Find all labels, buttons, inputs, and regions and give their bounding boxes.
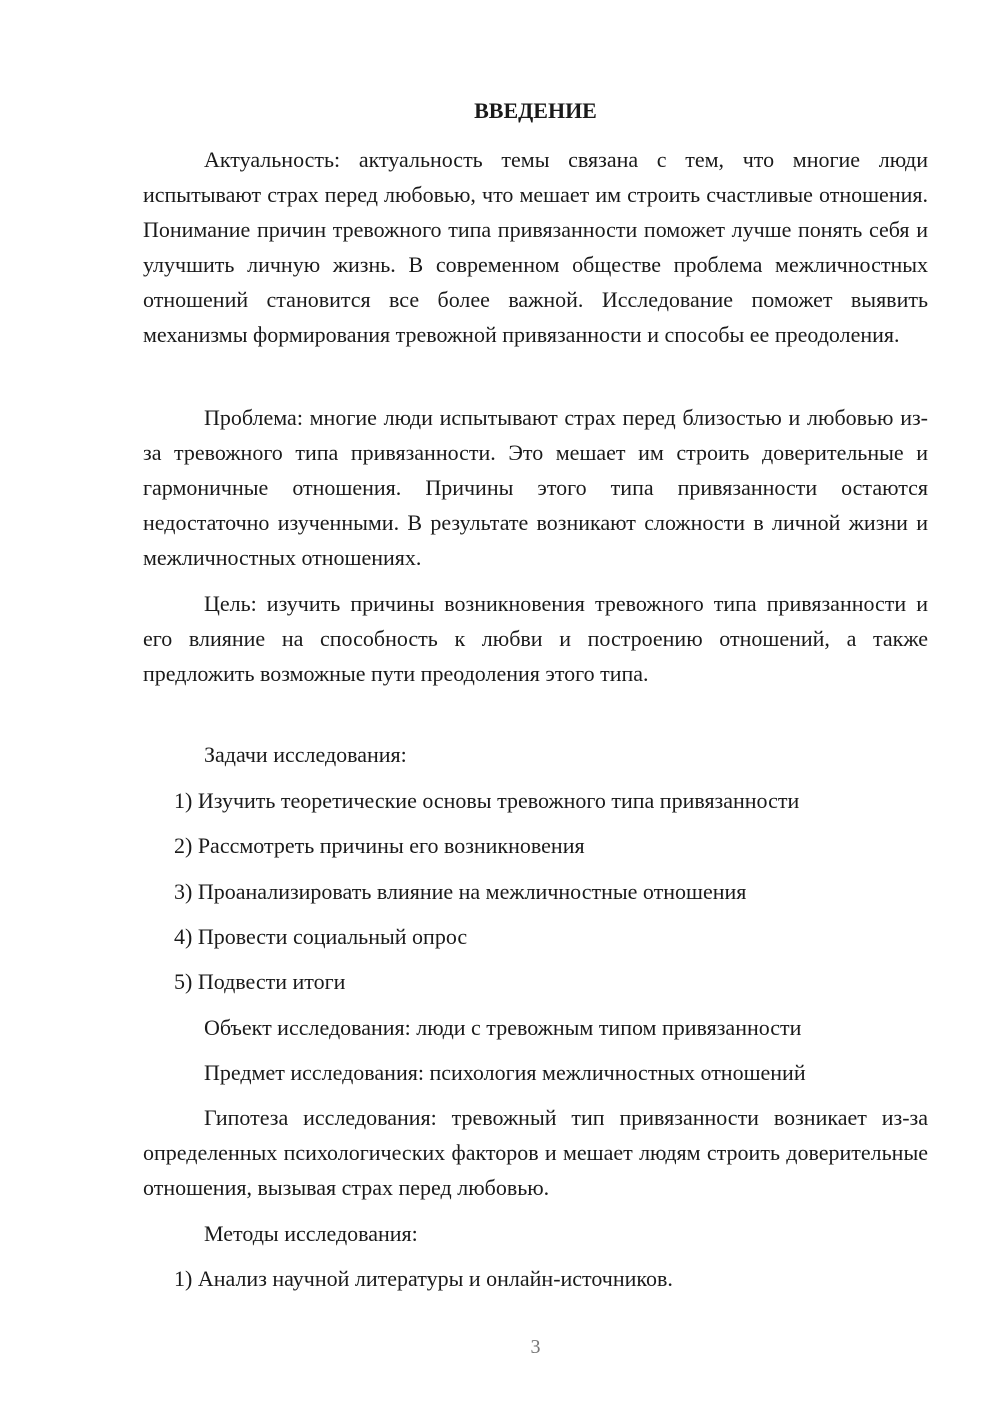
tasks-title: Задачи исследования: — [204, 742, 407, 767]
task-item: 5) Подвести итоги — [174, 969, 346, 994]
task-item: 4) Провести социальный опрос — [174, 924, 468, 949]
subject-line: Предмет исследования: психология межличностных отношений — [204, 1060, 806, 1085]
task-item: 1) Изучить теоретические основы тревожного типа привязанности — [174, 788, 800, 813]
object-line: Объект исследования: люди с тревожным типом привязанности — [204, 1015, 802, 1040]
task-item: 2) Рассмотреть причины его возникновения — [174, 833, 585, 858]
section-heading: ВВЕДЕНИЕ — [474, 98, 597, 123]
goal-paragraph: Цель: изучить причины возникновения тревожного типа привязанности и его влияние на способность к любви и построению отношений, а также предложить возможные пути преодоления этого типа. — [143, 591, 928, 686]
method-item: 1) Анализ научной литературы и онлайн-источников. — [174, 1266, 673, 1291]
task-item: 3) Проанализировать влияние на межличностные отношения — [174, 879, 747, 904]
hypothesis-paragraph: Гипотеза исследования: тревожный тип привязанности возникает из-за определенных психологических факторов и мешает людям строить доверительные отношения, вызывая страх перед любовью. — [143, 1105, 928, 1200]
document-page — [143, 0, 928, 1414]
methods-title: Методы исследования: — [204, 1221, 418, 1246]
relevance-paragraph: Актуальность: актуальность темы связана с тем, что многие люди испытывают страх перед любовью, что мешает им строить счастливые отношения. Понимание причин тревожного типа привязанности поможет лучше понять себя и улучшить личную жизнь. В современном обществе проблема межличностных отношений становится все более важной. Исследование поможет выявить механизмы формирования тревожной привязанности и способы ее преодоления. — [143, 147, 928, 347]
page-number: 3 — [530, 1336, 541, 1358]
problem-paragraph: Проблема: многие люди испытывают страх перед близостью и любовью из-за тревожного типа привязанности. Это мешает им строить доверительные и гармоничные отношения. Причины этого типа привязанности остаются недостаточно изученными. В результате возникают сложности в личной жизни и межличностных отношениях. — [143, 405, 928, 570]
